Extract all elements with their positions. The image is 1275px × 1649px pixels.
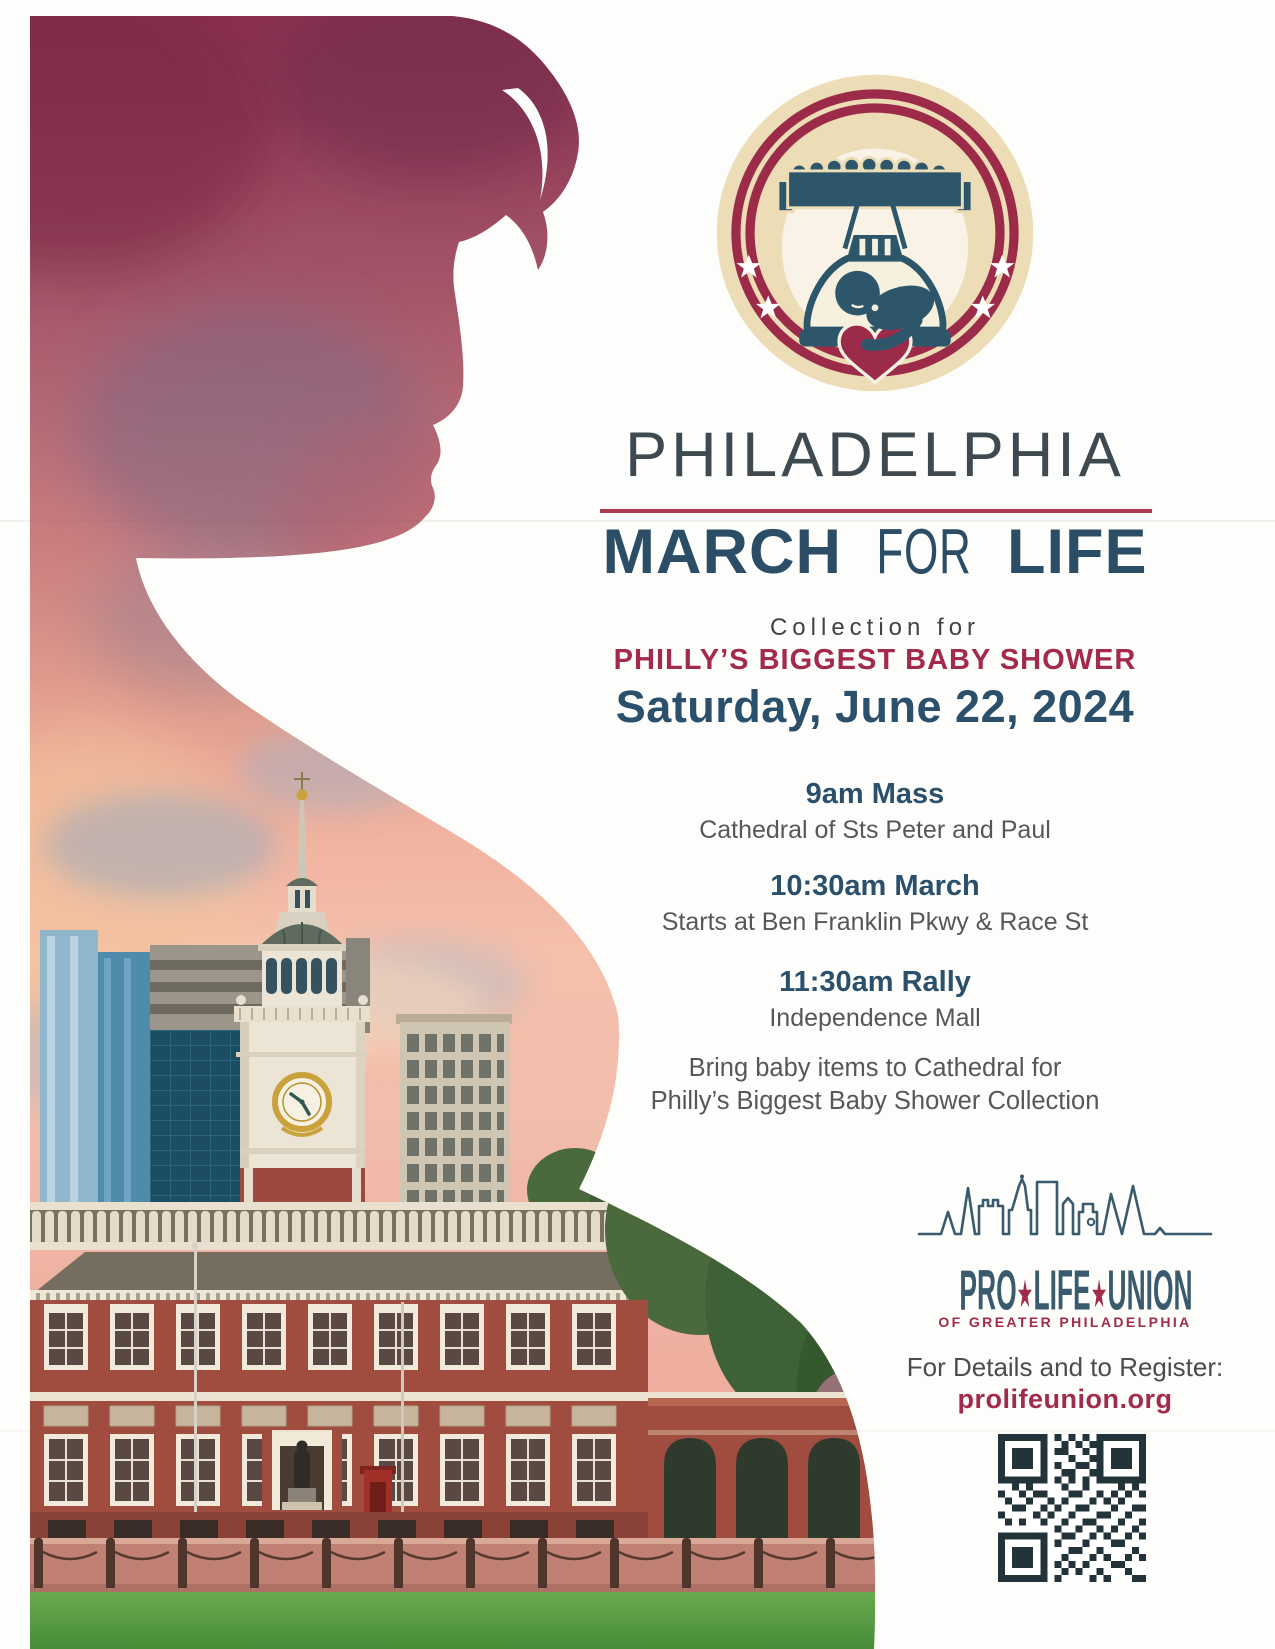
event-date: Saturday, June 22, 2024 xyxy=(615,681,1135,732)
note-line2: Philly’s Biggest Baby Shower Collection xyxy=(650,1087,1100,1115)
baby-items-note xyxy=(565,1052,1185,1118)
schedule-place: Cathedral of Sts Peter and Paul xyxy=(699,816,1051,844)
schedule-item-rally xyxy=(565,966,1185,1033)
scan-crease xyxy=(0,1430,1275,1432)
org-name-life: LIFE xyxy=(1033,1260,1091,1323)
schedule-time: 11:30am Rally xyxy=(779,966,971,998)
schedule-time: 9am Mass xyxy=(805,778,945,810)
title-march: MARCH xyxy=(602,517,842,587)
schedule-item-march xyxy=(565,870,1185,937)
collection-kicker: Collection for xyxy=(769,614,981,641)
title-philadelphia: PHILADELPHIA xyxy=(625,420,1125,490)
liberty-bell-baby-logo-icon xyxy=(710,68,1040,398)
org-name-union: UNION xyxy=(1107,1260,1193,1323)
philadelphia-skyline-heartbeat-icon xyxy=(915,1172,1215,1258)
schedule-place: Independence Mall xyxy=(769,1004,981,1032)
schedule-time: 10:30am March xyxy=(770,870,980,902)
schedule-place: Starts at Ben Franklin Pkwy & Race St xyxy=(661,908,1089,936)
register-label: For Details and to Register: xyxy=(906,1352,1224,1382)
title-for: FOR xyxy=(876,516,973,588)
title-divider-rule xyxy=(600,509,1152,513)
collection-headline: PHILLY’S BIGGEST BABY SHOWER xyxy=(613,644,1137,676)
register-url-link[interactable]: prolifeunion.org xyxy=(957,1384,1173,1414)
qr-code[interactable] xyxy=(998,1434,1146,1582)
scan-crease xyxy=(0,520,1275,522)
title-life: LIFE xyxy=(1006,517,1148,587)
title-march-for-life xyxy=(565,516,1185,588)
org-name-pro: PRO xyxy=(959,1260,1017,1323)
org-tagline: OF GREATER PHILADELPHIA xyxy=(938,1314,1192,1330)
star-icon: ★ xyxy=(1091,1275,1107,1314)
schedule-item-mass xyxy=(565,778,1185,845)
note-line1: Bring baby items to Cathedral for xyxy=(688,1054,1062,1082)
star-icon: ★ xyxy=(1017,1275,1033,1314)
